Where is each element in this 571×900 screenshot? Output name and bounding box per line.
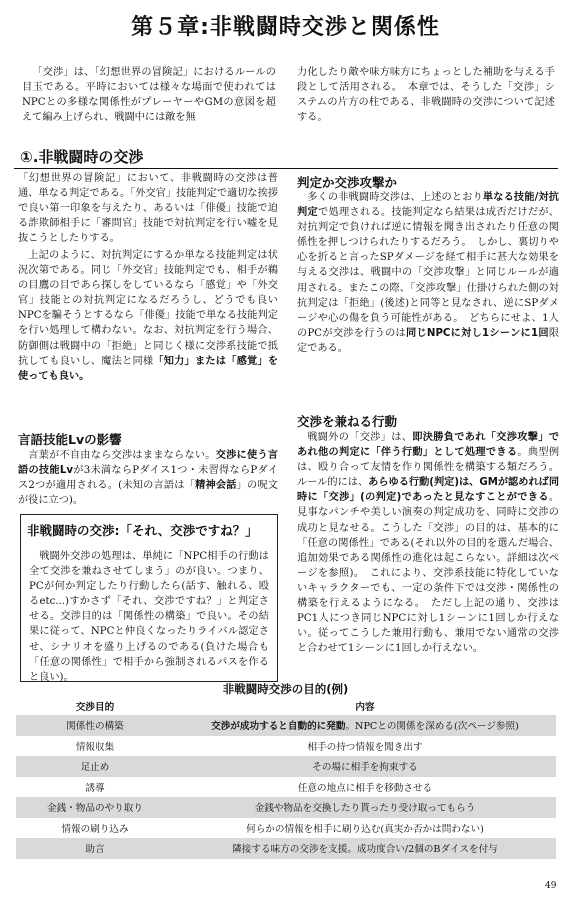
page-number: 49 xyxy=(545,881,557,891)
section1-paragraph-2-text: 上記のように、対抗判定にするか単なる技能判定は状況次第である。同じ「外交官」技能判定でも、相手が鵜の目鷹の目であら探しをしているなら「感覚」や「外交官」技能との対抗判定になるだろうし、どうでも良いNPCを騙そうとするなら「俳優」技能で単なる技能判定を行い処理して構わない。なお、対抗判定を行う場合、防御側は戦闘中の「拒絶」と同じく様に交渉系技能で抵抗しても良いし、魔法と同様 xyxy=(18,250,278,367)
table-row xyxy=(16,838,556,859)
table-cell-content xyxy=(174,715,556,736)
judge-text-a: 多くの非戦闘時交渉は、上述のとおり xyxy=(307,192,483,203)
table-cell-purpose: 誘導 xyxy=(85,782,105,794)
section1-paragraph-2-bold: 「知力」または「感覚」を使っても良い。 xyxy=(18,355,279,382)
table-cell-content-text: 金銭や物品を交換したり貰ったり受け取ってもらう xyxy=(254,803,476,815)
lang-text-bold-1: 交渉に使う言語の技能Lv xyxy=(18,450,278,477)
lang-text-a: 言葉が不自由なら交渉はままならない。 xyxy=(28,450,216,461)
table-cell-content-text: 任意の地点に相手を移動させる xyxy=(297,782,433,794)
table-row xyxy=(16,797,556,818)
table-cell-content xyxy=(174,777,556,798)
lang-text-c: が3未満ならPダイス1つ・未習得ならPダイス2つが適用される。(未知の言語は「 xyxy=(18,465,278,492)
table-cell-purpose: 情報収集 xyxy=(75,741,115,753)
purpose-table xyxy=(16,697,556,859)
table-cell-purpose: 助言 xyxy=(16,838,174,859)
section1-paragraph-2 xyxy=(18,248,278,384)
table-cell-purpose: 足止め xyxy=(16,756,174,777)
table-cell-content-text: 相手の持つ情報を聞き出す xyxy=(307,741,423,753)
table-header-row xyxy=(16,697,556,715)
table-row xyxy=(16,756,556,777)
table-row xyxy=(16,715,556,736)
lang-text-e: 」の呪文が役に立つ)。 xyxy=(18,480,278,507)
judge-text-bold-1: 単なる技能/対抗判定 xyxy=(297,192,559,219)
table-header-content: 内容 xyxy=(355,702,375,713)
section1-paragraph-1: 「幻想世界の冒険記」において、非戦闘時の交渉は普通、単なる判定である。「外交官」技能判定で適切な挨拶で良い第一印象を与えたり、あるいは「俳優」技能で迫る詐欺師相手に「審問官」技能で対抗判定を行い嘘を見抜こうとしたりする。 xyxy=(18,173,278,245)
table-cell-purpose: 金銭・物品のやり取り xyxy=(16,797,174,818)
table-row xyxy=(16,736,556,757)
table-body xyxy=(16,715,556,859)
language-skill-paragraph xyxy=(18,448,278,508)
judge-text-c: で処理される。技能判定なら結果は成否だけだが、対抗判定で負ければ逆に情報を聞き出されたり任意の関係性を押しつけられたりするだろう。 しかし、裏切りや心を折ると言ったSPダメージを経て相手に甚大な効果を与える交渉は、戦闘中の「交渉攻撃」と同じルールが適用される。またこの際、「交渉攻撃」仕掛けられた側の対抗判定は「拒絶」(後述)と同等と見なされ、逆にSPダメージや心の傷を負う可能性がある。 どちらにせよ、1人のPCが交渉を行うのは xyxy=(297,207,559,339)
table-cell-purpose: 情報の刷り込み xyxy=(61,823,129,835)
table-cell-content-text: 何らかの情報を相手に刷り込む(真実か否かは問わない) xyxy=(246,823,484,835)
table-cell-content xyxy=(174,797,556,818)
combine-text-a: 戦闘外の「交渉」は、 xyxy=(307,432,413,443)
section-heading: ①.非戦闘時の交渉 xyxy=(20,148,144,166)
table-cell-content xyxy=(174,756,556,777)
combine-text-c: 。典型例は、殴り合って友情を作り関係性を構築する類だろう。ルール的には、 xyxy=(297,447,560,489)
sidebar-box-text: 戦闘外交渉の処理は、単純に「NPC相手の行動は全て交渉を兼ねさせてしまう」のが良い。つまり、PCが何か判定したり行動したら(話す、触れる、殴るetc...)すかさず「それ、交渉ですね？」と判定させる。交渉目的は「関係性の構築」で良い。その結果に従って、NPCと仲良くなったりライバル認定させ、シナリオを盛り上げるのである(負けた場合も「任意の関係性」で相手から強制されるパスを作ると良い)。 xyxy=(29,551,269,683)
subheading-combined-action: 交渉を兼ねる行動 xyxy=(297,414,398,429)
table-header-purpose: 交渉目的 xyxy=(75,702,115,713)
table-title: 非戦闘時交渉の目的(例) xyxy=(222,682,349,696)
table-cell-content-text: その場に相手を拘束する xyxy=(312,762,418,774)
combine-text-bold-1: 即決勝負であれ「交渉攻撃」であれ他の判定に「伴う行動」として処理できる xyxy=(297,432,560,459)
table-cell-content xyxy=(174,838,556,859)
table-cell-content-text: 。NPCとの関係を深める(次ページ参照) xyxy=(345,721,519,733)
judge-text-bold-2: 同じNPCに対し1シーンに1回 xyxy=(406,327,549,339)
lang-text-bold-2: 精神会話 xyxy=(195,480,237,492)
combine-text-bold-2: あらゆる行動(判定)は、GMが認めれば同時に「交渉」(の判定)であったと見なすことができる xyxy=(297,477,560,504)
table-cell-purpose: 関係性の構築 xyxy=(16,715,174,736)
sidebar-box-title: 非戦闘時の交渉:「それ、交渉ですね？」 xyxy=(27,523,258,538)
subheading-judge-or-attack: 判定か交渉攻撃か xyxy=(297,175,398,190)
table-cell-content-text: 隣接する味方の交渉を支援。成功度合い/2個のBダイスを付与 xyxy=(232,844,498,856)
table-cell-content xyxy=(174,818,556,839)
intro-right-paragraph: 力化したり敵や味方味方にちょっとした補助を与える手段として活用される。 本章では、そうした「交渉」システムの片方の柱である、非戦闘時の交渉について記述する。 xyxy=(297,67,555,124)
section-divider xyxy=(14,168,558,169)
table-row xyxy=(16,818,556,839)
subheading-language-skill: 言語技能Lvの影響 xyxy=(18,432,122,447)
judge-text-e: 限定である。 xyxy=(297,327,559,354)
sidebar-box xyxy=(20,514,278,682)
table-cell-content xyxy=(174,736,556,757)
table-cell-content-bold: 交渉が成功すると自動的に発動 xyxy=(211,721,346,733)
table-row xyxy=(16,777,556,798)
judge-or-attack-paragraph xyxy=(297,190,559,356)
combined-action-paragraph xyxy=(297,430,559,656)
intro-left-paragraph: 「交渉」は、「幻想世界の冒険記」におけるルールの目玉である。平時においては様々な場面で使われてはNPCとの多様な関係性がプレーヤーやGMの意図を超えて編み上げられ、戦闘中には敵を無 xyxy=(22,67,276,124)
combine-text-e: 。見事なパンチや美しい演奏の判定成功を、同時に交渉の成功と見なせる。こうした「交渉」の目的は、基本的に「任意の関係性」である(それ以外の目的を選んだ場合、追加効果である関係性の進化は起こらない。詳細は次ページを参照)。 これにより、交渉系技能に特化していないキャラクターでも、一定の条件下では交渉・関係性の構築を行えるようになる。 ただし上記の通り、交渉はPC1人につき同じNPCに対し1シーンに1回しか行えない。従ってこうした兼用行動も、兼用でない通常の交渉と合わせて1シーンに1回しか行えない。 xyxy=(297,492,559,655)
chapter-title: 第５章:非戦闘時交渉と関係性 xyxy=(131,15,440,40)
